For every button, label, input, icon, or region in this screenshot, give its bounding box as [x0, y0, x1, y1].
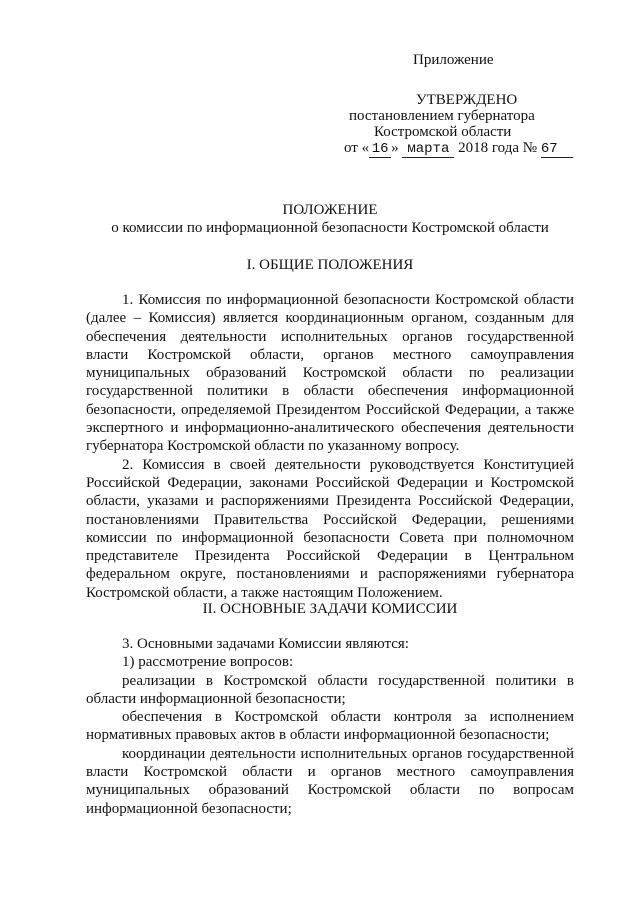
paragraph: обеспечения в Костромской области контроля за исполнением нормативных правовых актов в области информационной безопасности; [86, 709, 574, 744]
approved-label: УТВЕРЖДЕНО [416, 92, 518, 108]
document-title: ПОЛОЖЕНИЕ [282, 202, 378, 218]
paragraph: 1. Комиссия по информационной безопасности Костромской области (далее – Комиссия) является координационным органом, созданным для обеспечения деятельности исполнительных органов государственной власти Костромской области, органов местного самоуправления муниципальных образований Костромской области по реализации государственной политики в области обеспечения информационной безопасности, определяемой Президентом Российской Федерации, а также экспертного и информационно-аналитического обеспечения деятельности губернатора Костромской области по указанному вопросу. [86, 292, 574, 455]
paragraph: 3. Основными задачами Комиссии являются: [122, 636, 409, 652]
date-prefix: от « [344, 140, 370, 156]
date-line [344, 140, 573, 158]
day-field: 16 [369, 142, 391, 158]
document-subtitle: о комиссии по информационной безопасности Костромской области [111, 220, 549, 236]
section-heading: II. ОСНОВНЫЕ ЗАДАЧИ КОМИССИИ [202, 601, 458, 617]
section-body [86, 635, 574, 818]
paragraph: реализации в Костромской области государственной политики в области информационной безопасности; [86, 672, 574, 707]
section-heading: I. ОБЩИЕ ПОЛОЖЕНИЯ [246, 257, 414, 273]
section-body [86, 291, 574, 602]
date-quote: » [391, 140, 399, 156]
paragraph: координации деятельности исполнительных органов государственной власти Костромской области и органов местного самоуправления муниципальных образований Костромской области по вопросам информационной безопасности; [86, 745, 574, 817]
appendix-label: Приложение [413, 52, 494, 68]
resolution-line: постановлением губернатора [349, 108, 535, 124]
paragraph: 1) рассмотрение вопросов: [122, 654, 294, 671]
month-field: марта [402, 142, 454, 158]
year-text: 2018 года № [458, 140, 538, 156]
paragraph: 2. Комиссия в своей деятельности руководствуется Конституцией Российской Федерации, законами Российской Федерации и Костромской области, указами и распоряжениями Президента Российской Федерации, постановлениями Правительства Российской Федерации, решениями комиссии по информационной безопасности Совета при полномочном представителе Президента Российской Федерации в Центральном федеральном округе, постановлениями и распоряжениями губернатора Костромской области, а также настоящим Положением. [86, 456, 574, 601]
region-line: Костромской области [374, 124, 512, 140]
number-field: 67 [541, 142, 573, 158]
